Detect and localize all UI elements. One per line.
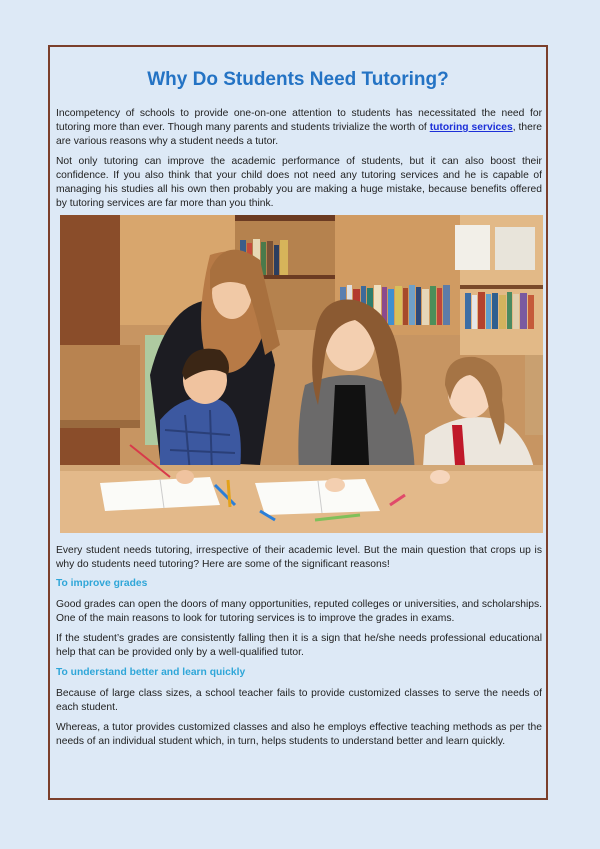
intro-paragraph-1: [56, 107, 542, 149]
after-photo-paragraph: Every student needs tutoring, irrespective of their academic level. But the main question that crops up is why do students need tutoring? Here are some of the significant reasons!: [56, 545, 542, 570]
section-paragraph: Because of large class sizes, a school teacher fails to provide customized classes to serve the needs of each student.: [56, 688, 542, 713]
section-paragraph: If the student’s grades are consistently falling then it is a sign that he/she needs professional educational help that can be provided only by a well-qualified tutor.: [56, 633, 542, 658]
section-paragraph: Whereas, a tutor provides customized classes and also he employs effective teaching methods as per the needs of an individual student which, in turn, helps students to understand better and learn quickly.: [56, 722, 542, 747]
tutoring-services-link[interactable]: tutoring services: [429, 122, 513, 133]
section-heading-understand-better: To understand better and learn quickly: [56, 667, 246, 678]
section-paragraph: Good grades can open the doors of many opportunities, reputed colleges or universities, and scholarships. One of the main reasons to look for tutoring services is to improve the grades in exams.: [56, 599, 542, 624]
page-frame: [48, 45, 548, 800]
intro-text-before: Incompetency of schools to provide one-on-one attention to students has necessitated the need for tutoring more than ever. Though many parents and students trivialize the worth of: [56, 108, 542, 133]
section-heading-improve-grades: To improve grades: [56, 578, 148, 589]
intro-text-after: , there are various reasons why a student needs a tutor.: [56, 122, 542, 147]
classroom-photo-illustration: [60, 215, 543, 533]
page-title: Why Do Students Need Tutoring?: [147, 69, 449, 90]
intro-paragraph-2: Not only tutoring can improve the academic performance of students, but it can also boost their confidence. If you also think that your child does not need any tutoring services and he is capable of managing his studies all his own then probably you are making a huge mistake, because benefits offered by tutoring services are far more than you think.: [56, 156, 542, 209]
classroom-photo: [60, 215, 543, 533]
